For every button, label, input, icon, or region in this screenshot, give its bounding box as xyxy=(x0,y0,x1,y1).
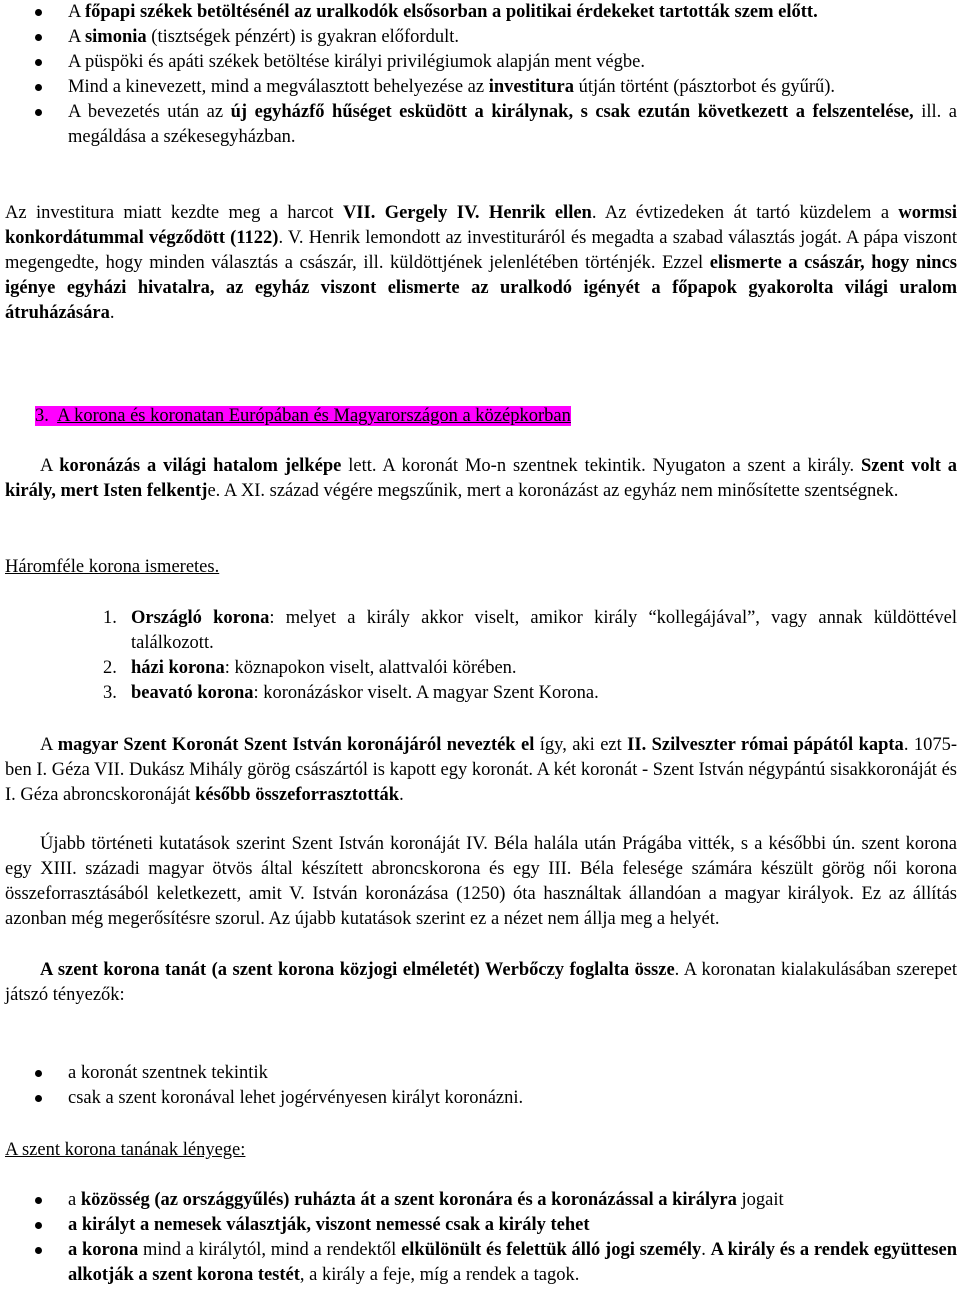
list-item xyxy=(5,100,957,150)
bold-text-run: simonia xyxy=(84,27,147,47)
doctrine-factors-list xyxy=(5,1061,957,1111)
text-run: . xyxy=(701,1240,711,1260)
text-run: . A koronatan kialakulásában szerepet játszó tényezők: xyxy=(5,960,957,1005)
section-number: 3. xyxy=(35,406,49,426)
bold-text-run: II. Szilveszter római pápától kapta xyxy=(627,735,904,755)
bold-text-run: koronázás a világi hatalom jelképe xyxy=(59,456,342,476)
text-run: : köznapokon viselt, alattvalói körében. xyxy=(224,658,517,678)
bold-text-run: investitura xyxy=(488,77,575,97)
bold-text-run: A szent korona tanát (a szent korona közjogi elméletét) Werbőczy foglalta össze xyxy=(40,960,675,980)
list-item xyxy=(5,681,957,706)
text-run: . xyxy=(109,303,115,323)
text-run: e. A XI. század végére megszűnik, mert a koronázást az egyház nem minősítette szentségnek. xyxy=(207,481,899,501)
list-item xyxy=(5,25,957,50)
text-run: . V. Henrik lemondott az investituráról és megadta a szabad választás jogát. A pápa viszont megengedte, hogy minden választás a császár, ill. küldöttjének jelenlétében történjék. Ezzel xyxy=(5,228,957,273)
bold-text-run: beavató korona xyxy=(131,683,254,703)
bold-text-run: elkülönült és felettük álló jogi személy xyxy=(401,1240,702,1260)
doctrine-essence-list xyxy=(5,1188,957,1288)
bold-text-run: a királyt a nemesek választják, viszont nemessé csak a király tehet xyxy=(68,1215,590,1235)
bold-text-run: a korona xyxy=(68,1240,139,1260)
bold-text-run: wormsi konkordátummal végződött (1122) xyxy=(5,203,957,248)
list-number: 2. xyxy=(103,658,117,678)
text-run: mind a királytól, mind a rendektől xyxy=(138,1240,402,1260)
research-paragraph: Újabb történeti kutatások szerint Szent István koronáját IV. Béla halála után Prágába vitték, s a későbbi ún. szent korona egy XIII. századi magyar ötvös által készített abroncskorona és egy III. Béla felesége számára készült görög női korona összeforrasztásából keletkezett, amit V. István koronázása (1250) óta használtak állandóan a magyar királyok. Ez az állítás azonban még megerősítésre szorul. Az újabb kutatások szerint ez a nézet nem állja meg a helyét. xyxy=(5,834,957,929)
doctrine-paragraph xyxy=(5,958,957,1008)
text-run: lett. A koronát Mo-n szentnek tekintik. Nyugaton a szent a király. xyxy=(341,456,862,476)
text-run: A bevezetés után az xyxy=(68,102,231,122)
text-run: csak a szent koronával lehet jogérvényesen királyt koronázni. xyxy=(68,1088,524,1108)
list-item xyxy=(5,75,957,100)
section-heading xyxy=(35,404,935,429)
text-run: Az investitura miatt kezdte meg a harcot xyxy=(5,203,343,223)
text-run: . 1075-ben I. Géza VII. Dukász Mihály görög császártól is kapott egy koronát. A két koronát - Szent István négypántú sisakkoronáját és I. Géza abroncskoronáját xyxy=(5,735,957,805)
text-run: ill. a megáldása a székesegyházban. xyxy=(68,102,957,147)
text-run: jogait xyxy=(736,1190,784,1210)
list-item xyxy=(5,1061,957,1086)
text-run: így, aki ezt xyxy=(534,735,628,755)
text-run: Mind a kinevezett, mind a megválasztott behelyezése az xyxy=(68,77,489,97)
bold-text-run: főpapi székek betöltésénél az uralkodók elsősorban a politikai érdekeket tartották szem előtt. xyxy=(84,2,818,22)
list-item xyxy=(5,1238,957,1288)
bold-text-run: Országló korona xyxy=(131,608,270,628)
text-run: . xyxy=(399,785,404,805)
bold-text-run: új egyházfő hűséget esküdött a királynak, s csak ezután következett a felszentelése, xyxy=(230,102,914,122)
text-run: A xyxy=(68,27,85,47)
investitura-paragraph xyxy=(5,201,957,326)
essence-heading-text: A szent korona tanának lényege: xyxy=(5,1140,246,1160)
text-run: : koronázáskor viselt. A magyar Szent Korona. xyxy=(253,683,599,703)
bold-text-run: közösség (az országgyűlés) ruházta át a szent koronára és a koronázással a királyra xyxy=(80,1190,737,1210)
text-run: a koronát szentnek tekintik xyxy=(68,1063,268,1083)
list-item xyxy=(5,1188,957,1213)
list-number: 3. xyxy=(103,683,117,703)
list-item xyxy=(5,0,957,25)
investiture-bullet-list xyxy=(5,0,957,150)
text-run: : melyet a király akkor viselt, amikor király “kollegájával”, vagy annak küldöttével találkozott. xyxy=(131,608,957,653)
bold-text-run: később összeforrasztották xyxy=(195,785,400,805)
text-run: útján történt (pásztorbot és gyűrű). xyxy=(574,77,836,97)
bold-text-run: elismerte a császár, hogy nincs igénye egyházi hivatalra, az egyház viszont elismerte az uralkodó igényét a főpapok gyakorolta világi uralom átruházására xyxy=(5,253,957,323)
bold-text-run: Szent volt a király, mert Isten felkentj xyxy=(5,456,957,501)
text-run: A xyxy=(40,735,58,755)
text-run: A xyxy=(68,2,85,22)
coronation-paragraph xyxy=(5,454,957,504)
section-title: A korona és koronatan Európában és Magyarországon a középkorban xyxy=(57,406,571,426)
text-run: , a király a feje, míg a rendek a tagok. xyxy=(299,1265,580,1285)
text-run: A xyxy=(40,456,60,476)
text-run: A püspöki és apáti székek betöltése királyi privilégiumok alapján ment végbe. xyxy=(68,52,645,72)
list-item xyxy=(5,606,957,656)
text-run: . Az évtizedeken át tartó küzdelem a xyxy=(591,203,899,223)
bold-text-run: VII. Gergely IV. Henrik ellen xyxy=(342,203,592,223)
list-item xyxy=(5,1086,957,1111)
list-number: 1. xyxy=(103,608,117,628)
three-crowns-heading xyxy=(5,555,957,580)
text-run: a xyxy=(68,1190,81,1210)
three-crowns-heading-text: Háromféle korona ismeretes. xyxy=(5,557,220,577)
list-item xyxy=(5,50,957,75)
bold-text-run: A király és a rendek együttesen alkotják a szent korona testét xyxy=(68,1240,957,1285)
holy-crown-paragraph xyxy=(5,733,957,808)
list-item xyxy=(5,1213,957,1238)
essence-heading xyxy=(5,1138,957,1163)
text-run: (tisztségek pénzért) is gyakran előfordult. xyxy=(146,27,459,47)
crown-types-list xyxy=(5,606,957,706)
bold-text-run: házi korona xyxy=(131,658,225,678)
list-item xyxy=(5,656,957,681)
bold-text-run: magyar Szent Koronát Szent István koronájáról nevezték el xyxy=(57,735,535,755)
